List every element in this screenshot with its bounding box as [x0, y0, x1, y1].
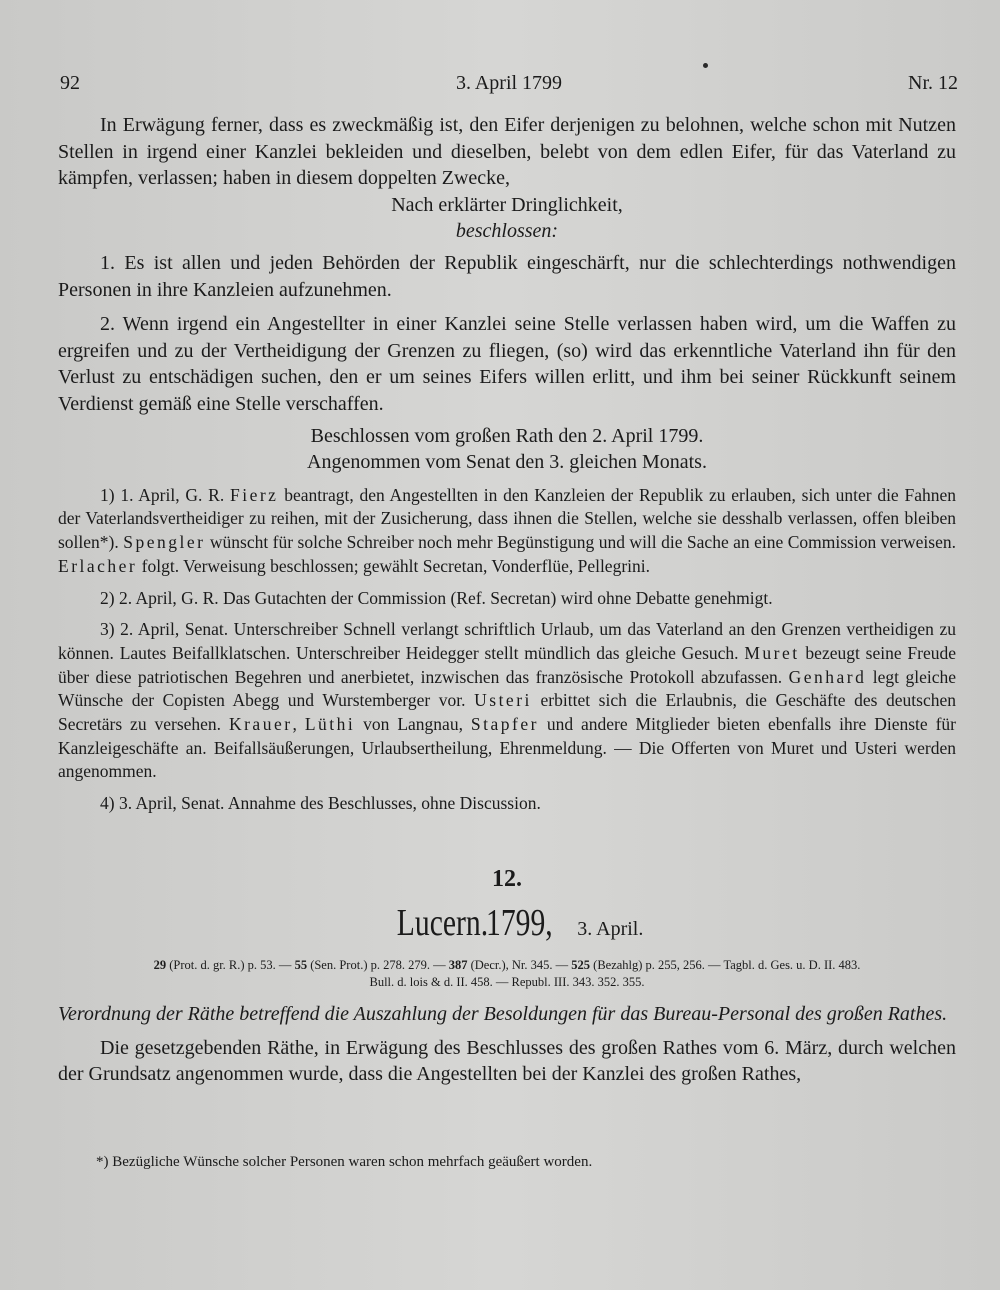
speaker-name: Fierz [229, 484, 279, 505]
source-ref-num: 55 [294, 957, 308, 972]
note-3-text-c: legt gleiche Wünsche der Copisten Abegg und Wurstemberger vor. [58, 666, 956, 711]
source-ref-num: 525 [571, 957, 591, 972]
note-3-text-f: von Langnau, [355, 714, 471, 735]
article-2: 2. Wenn irgend ein Angestellter in einer Kanzlei seine Stelle verlassen haben wird, um die Waffen zu ergreifen und zu der Vertheidigung der Grenzen zu fliegen, (so) wird das erkenntliche Vaterland ihn für den Verlust zu entschädigen suchen, den er um seines Eifers willen erlitt, und ihm bei seiner Rückkunft seinem Verdienst gemäß eine Stelle verschaffen. [58, 313, 956, 415]
speaker-name: Genhard [788, 666, 867, 687]
note-2: 2) 2. April, G. R. Das Gutachten der Commission (Ref. Secretan) wird ohne Debatte genehmigt. [100, 587, 773, 608]
speaker-name: Stapfer [470, 714, 539, 735]
place-day: 3. April. [577, 917, 644, 940]
passed-line: Beschlossen vom großen Rath den 2. April 1799. [310, 424, 704, 447]
source-ref-num: 387 [448, 957, 468, 972]
resolved-heading: beschlossen: [455, 220, 559, 243]
source-line-1 [58, 957, 956, 974]
running-header [60, 72, 958, 98]
document-number: Nr. 12 [908, 72, 958, 94]
source-ref-text: (Decr.), Nr. 345. — [467, 957, 572, 972]
document-number-heading: 12. [492, 865, 522, 892]
page-body [58, 112, 956, 1088]
speaker-name: Erlacher [58, 555, 138, 576]
note-3-text-e: , [292, 714, 305, 735]
decree-paragraph: Die gesetzgebenden Räthe, in Erwägung des Beschlusses des großen Rathes vom 6. März, durch welchen der Grundsatz angenommen wurde, dass die Angestellten bei der Kanzlei des großen Rathes, [58, 1036, 956, 1086]
print-speck [703, 63, 708, 68]
note-3-text-b: bezeugt seine Freude über diese patriotischen Begehren und anerbietet, inzwischen das französische Protokoll abzufassen. [58, 642, 956, 687]
note-3-text-g: und andere Mitglieder bieten ebenfalls ihre Dienste für Kanzleigeschäfte an. Beifallsäußerungen, Urlaubsertheilung, Ehrenmeldung. — Die Offerten von Muret und Usteri werden angenommen. [58, 714, 956, 782]
place-name: Lucern. [396, 901, 488, 944]
speaker-name: Lüthi [304, 714, 356, 735]
speaker-name: Muret [744, 642, 800, 663]
note-1-text-a: 1) 1. April, G. R. [100, 484, 230, 505]
page-number: 92 [60, 72, 80, 94]
note-1 [58, 484, 956, 579]
source-ref-text: (Sen. Prot.) p. 278. 279. — [307, 957, 449, 972]
speaker-name: Krauer [228, 714, 293, 735]
place-date-heading [58, 903, 956, 951]
note-3-text-a: 3) 2. April, Senat. Unterschreiber Schnell verlangt schriftlich Urlaub, um das Vaterland an den Grenzen vertheidigen zu können. Lautes Beifallklatschen. Unterschreiber Heidegger stellt mündlich das gleiche Gesuch. [58, 619, 956, 663]
decree-title: Verordnung der Räthe betreffend die Auszahlung der Besoldungen für das Bureau-Personal des großen Rathes. [58, 1002, 948, 1025]
source-ref-text: (Bezahlg) p. 255, 256. — Tagbl. d. Ges. u. D. II. 483. [590, 957, 861, 972]
note-4: 4) 3. April, Senat. Annahme des Beschlusses, ohne Discussion. [100, 793, 541, 814]
header-date: 3. April 1799 [455, 72, 563, 94]
source-ref-text: (Prot. d. gr. R.) p. 53. — [166, 957, 295, 972]
article-1: 1. Es ist allen und jeden Behörden der Republik eingeschärft, nur die schlechterdings nothwendigen Personen in ihre Kanzleien aufzunehmen. [58, 251, 956, 301]
footnote: *) Bezügliche Wünsche solcher Personen waren schon mehrfach geäußert worden. [96, 1154, 593, 1170]
accepted-line: Angenommen vom Senat den 3. gleichen Monats. [307, 451, 707, 474]
speaker-name: Spengler [123, 532, 206, 553]
source-references [58, 957, 956, 991]
note-3 [58, 618, 956, 784]
note-1-text-c: wünscht für solche Schreiber noch mehr Begünstigung und will die Sache an eine Commission verweisen. [205, 532, 956, 553]
source-ref-num: 29 [153, 957, 167, 972]
speaker-name: Usteri [474, 690, 532, 711]
intro-paragraph: In Erwägung ferner, dass es zweckmäßig ist, den Eifer derjenigen zu belohnen, welche schon mit Nutzen Stellen in irgend einer Kanzlei bekleiden und dieselben, belebt von dem edlen Eifer, für das Vaterland zu kämpfen, verlassen; haben in diesem doppelten Zwecke, [58, 114, 956, 190]
source-line-2: Bull. d. lois & d. II. 458. — Republ. III. 343. 352. 355. [369, 974, 645, 989]
place-year: 1799, [485, 901, 553, 944]
urgency-line: Nach erklärter Dringlichkeit, [391, 193, 623, 216]
note-1-text-d: folgt. Verweisung beschlossen; gewählt Secretan, Vonderflüe, Pellegrini. [137, 555, 651, 576]
note-3-text-d: erbittet sich die Erlaubnis, die Geschäfte des deutschen Secretärs zu versehen. [58, 690, 956, 735]
note-1-text-b: beantragt, den Angestellten in den Kanzleien der Republik zu erlauben, sich unter die Fahnen der Vaterlandsvertheidiger zu reihen, mit der Zusicherung, dass ihnen die Stellen, welche sie desshalb verlassen, offen bleiben sollen*). [58, 484, 956, 553]
